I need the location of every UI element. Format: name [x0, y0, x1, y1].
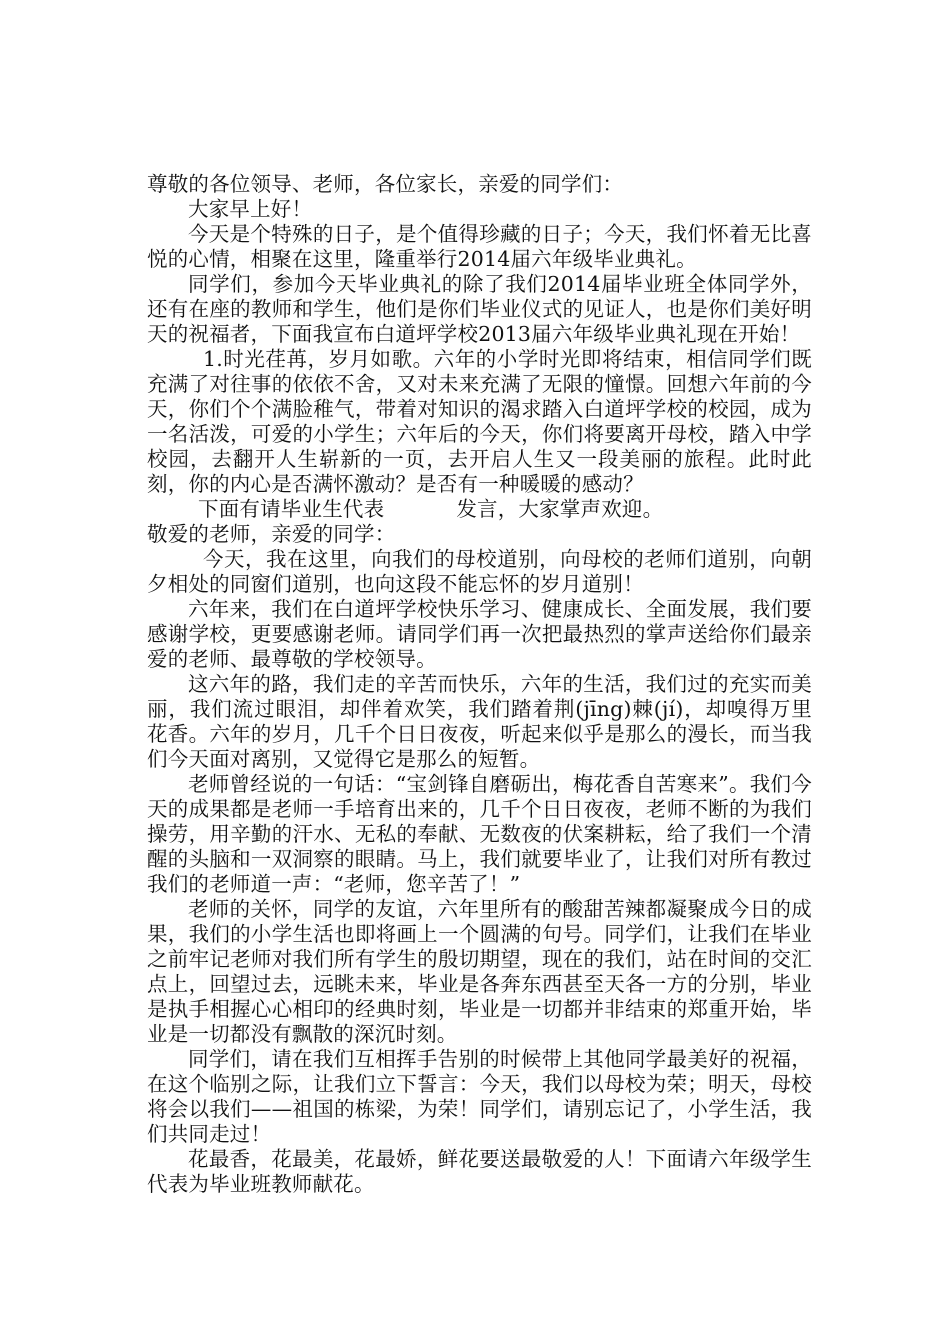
invitation-line [147, 497, 812, 522]
speech-paragraph-6: 同学们，请在我们互相挥手告别的时候带上其他同学最美好的祝福，在这个临别之际，让我们立下誓言：今天，我们以母校为荣；明天，母校将会以我们——祖国的栋梁，为荣！同学们，请别忘记了，小学生活，我们共同走过！ [147, 1047, 812, 1146]
speech-paragraph-2: 六年来，我们在白道坪学校快乐学习、健康成长、全面发展，我们要感谢学校，更要感谢老师。请同学们再一次把最热烈的掌声送给你们最亲爱的老师、最尊敬的学校领导。 [147, 597, 812, 671]
paragraph-opening: 同学们，参加今天毕业典礼的除了我们2014届毕业班全体同学外，还有在座的教师和学生，他们是你们毕业仪式的见证人，也是你们美好明天的祝福者，下面我宣布白道坪学校2013届六年级毕业典礼现在开始！ [147, 272, 812, 346]
speech-paragraph-4: 老师曾经说的一句话：“宝剑锋自磨砺出，梅花香自苦寒来”。我们今天的成果都是老师一手培育出来的，几千个日日夜夜，老师不断的为我们操劳，用辛勤的汗水、无私的奉献、无数夜的伏案耕耘，给了我们一个清醒的头脑和一双洞察的眼睛。马上，我们就要毕业了，让我们对所有教过我们的老师道一声：“老师，您辛苦了！” [147, 772, 812, 896]
paragraph-today: 今天是个特殊的日子，是个值得珍藏的日子；今天，我们怀着无比喜悦的心情，相聚在这里，隆重举行2014届六年级毕业典礼。 [147, 222, 812, 271]
speech-paragraph-5: 老师的关怀，同学的友谊，六年里所有的酸甜苦辣都凝聚成今日的成果，我们的小学生活也即将画上一个圆满的句号。同学们，让我们在毕业之前牢记老师对我们所有学生的殷切期望，现在的我们，站在时间的交汇点上，回望过去，远眺未来，毕业是各奔东西甚至天各一方的分别，毕业是执手相握心心相印的经典时刻，毕业是一切都并非结束的郑重开始，毕业是一切都没有飘散的深沉时刻。 [147, 897, 812, 1046]
speech-paragraph-3: 这六年的路，我们走的辛苦而快乐，六年的生活，我们过的充实而美丽，我们流过眼泪，却伴着欢笑，我们踏着荆(jīng)棘(jí)，却嗅得万里花香。六年的岁月，几千个日日夜夜，听起来似乎是那么的漫长，而当我们今天面对离别，又觉得它是那么的短暂。 [147, 672, 812, 771]
salutation: 尊敬的各位领导、老师，各位家长，亲爱的同学们： [147, 172, 624, 196]
invitation-part-1: 下面有请毕业生代表 [198, 497, 385, 521]
flowers-paragraph: 花最香，花最美，花最娇，鲜花要送最敬爱的人！下面请六年级学生代表为毕业班教师献花。 [147, 1147, 812, 1196]
paragraph-item-1: 1.时光荏苒，岁月如歌。六年的小学时光即将结束，相信同学们既充满了对往事的依依不舍，又对未来充满了无限的憧憬。回想六年前的今天，你们个个满脸稚气，带着对知识的渴求踏入白道坪学校的校园，成为一名活泼，可爱的小学生；六年后的今天，你们将要离开母校，踏入中学校园，去翻开人生崭新的一页，去开启人生又一段美丽的旅程。此时此刻，你的内心是否满怀激动？是否有一种暖暖的感动？ [147, 347, 812, 496]
greeting: 大家早上好！ [188, 197, 313, 221]
document-body [147, 172, 812, 1197]
invitation-part-2: 发言，大家掌声欢迎。 [456, 497, 664, 521]
speech-salutation: 敬爱的老师，亲爱的同学： [147, 522, 396, 546]
speech-paragraph-1: 今天，我在这里，向我们的母校道别，向母校的老师们道别，向朝夕相处的同窗们道别，也向这段不能忘怀的岁月道别！ [147, 547, 812, 596]
